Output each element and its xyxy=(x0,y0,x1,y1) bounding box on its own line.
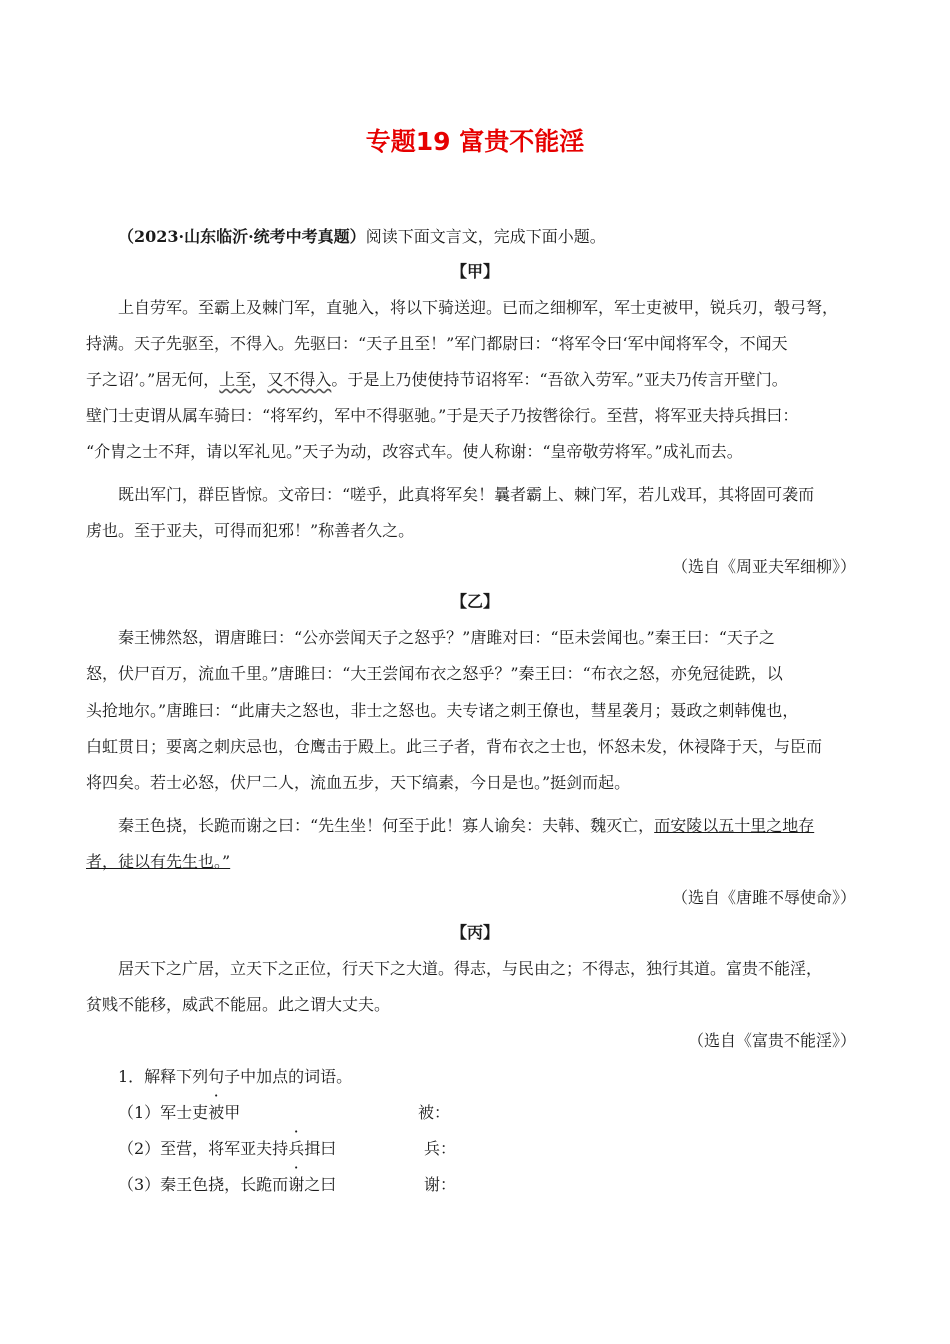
jia-p1-line-3-part: 子之诏’。”居无何， xyxy=(86,370,220,389)
item-text: 之曰 xyxy=(304,1175,337,1194)
section-heading-jia: 【甲】 xyxy=(450,262,499,281)
wavy-underlined-phrase: 上至 xyxy=(219,370,252,389)
jia-p2-line-1: 既出军门，群臣皆惊。文帝曰：“嗟乎，此真将军矣！曩者霸上、棘门军，若儿戏耳，其将固可袭而 xyxy=(118,485,815,504)
bing-source: （选自《富贵不能淫》） xyxy=(687,1031,856,1050)
yi-source: （选自《唐雎不辱使命》） xyxy=(671,888,856,907)
yi-p1-line-3: 头抢地尔。”唐雎曰：“此庸夫之怒也，非士之怒也。夫专诸之刺王僚也，彗星袭月；聂政之刺韩傀也， xyxy=(86,701,799,720)
section-heading-yi: 【乙】 xyxy=(450,592,499,611)
bing-p1-line-1: 居天下之广居，立天下之正位，行天下之大道。得志，与民由之；不得志，独行其道。富贵不能淫， xyxy=(118,959,823,978)
wavy-underlined-phrase: 又不得入 xyxy=(267,370,332,389)
jia-source: （选自《周亚夫军细柳》） xyxy=(671,557,856,576)
underlined-phrase: 者，徒以有先生也。” xyxy=(86,852,231,871)
jia-p1-line-3 xyxy=(86,369,788,391)
question-1-prompt: 1．解释下列句子中加点的词语。 xyxy=(118,1067,353,1086)
jia-p2-line-2: 虏也。至于亚夫，可得而犯邪！”称善者久之。 xyxy=(86,521,415,540)
jia-p1-line-3-part: 。于是上乃使使持节诏将军：“吾欲入劳军。”亚夫乃传言开壁门。 xyxy=(331,370,788,389)
jia-p1-line-5: “介胄之士不拜，请以军礼见。”天子为动，改容式车。使人称谢：“皇帝敬劳将军。”成礼而去。 xyxy=(86,442,743,461)
dotted-word: 被 xyxy=(208,1103,225,1122)
question-1-item-1 xyxy=(118,1102,240,1124)
bing-p1-line-2: 贫贱不能移，威武不能屈。此之谓大丈夫。 xyxy=(86,995,391,1014)
dotted-word: 谢 xyxy=(288,1175,305,1194)
intro-text: 阅读下面文言文，完成下面小题。 xyxy=(365,227,606,246)
yi-p2-line-1-part: 秦王色挠，长跪而谢之曰：“先生坐！何至于此！寡人谕矣：夫韩、魏灭亡， xyxy=(118,816,655,835)
item-text: 甲 xyxy=(224,1103,241,1122)
yi-p2-line-1 xyxy=(118,815,814,837)
item-text: （2）至营，将军亚夫持 xyxy=(118,1139,289,1158)
dotted-word: 兵 xyxy=(288,1139,305,1158)
question-1-item-3 xyxy=(118,1174,336,1196)
jia-p1-line-3-part: ， xyxy=(251,370,268,389)
underlined-phrase: 而安陵以五十里之地存 xyxy=(654,816,815,835)
jia-p1-line-2: 持满。天子先驱至，不得入。先驱曰：“天子且至！”军门都尉曰：“将军令曰‘军中闻将军令，不闻天 xyxy=(86,334,788,353)
answer-label-3: 谢： xyxy=(424,1175,457,1194)
yi-p1-line-2: 怒，伏尸百万，流血千里。”唐雎曰：“大王尝闻布衣之怒乎？”秦王曰：“布衣之怒，亦免冠徒跣，以 xyxy=(86,664,783,683)
jia-p1-line-4: 壁门士吏谓从属车骑曰：“将军约，军中不得驱驰。”于是天子乃按辔徐行。至营，将军亚夫持兵揖曰： xyxy=(86,406,799,425)
yi-p1-line-1: 秦王怫然怒，谓唐雎曰：“公亦尝闻天子之怒乎？”唐雎对曰：“臣未尝闻也。”秦王曰：“天子之 xyxy=(118,628,775,647)
answer-label-1: 被： xyxy=(418,1103,451,1122)
yi-p1-line-4: 白虹贯日；要离之刺庆忌也，仓鹰击于殿上。此三子者，背布衣之士也，怀怒未发，休祲降于天，与臣而 xyxy=(86,737,823,756)
intro-line xyxy=(118,226,606,248)
section-heading-bing: 【丙】 xyxy=(450,923,499,942)
question-1-item-2 xyxy=(118,1138,336,1160)
yi-p2-line-2 xyxy=(86,851,230,873)
intro-source: （2023·山东临沂·统考中考真题） xyxy=(118,227,366,246)
item-text: （3）秦王色挠，长跪而 xyxy=(118,1175,289,1194)
page-title: 专题19 富贵不能淫 xyxy=(365,127,585,156)
answer-label-2: 兵： xyxy=(424,1139,457,1158)
item-text: 揖曰 xyxy=(304,1139,337,1158)
item-text: （1）军士吏 xyxy=(118,1103,209,1122)
yi-p1-line-5: 将四矣。若士必怒，伏尸二人，流血五步，天下缟素，今日是也。”挺剑而起。 xyxy=(86,773,631,792)
jia-p1-line-1: 上自劳军。至霸上及棘门军，直驰入，将以下骑送迎。已而之细柳军，军士吏被甲，锐兵刃，彀弓弩， xyxy=(118,298,839,317)
